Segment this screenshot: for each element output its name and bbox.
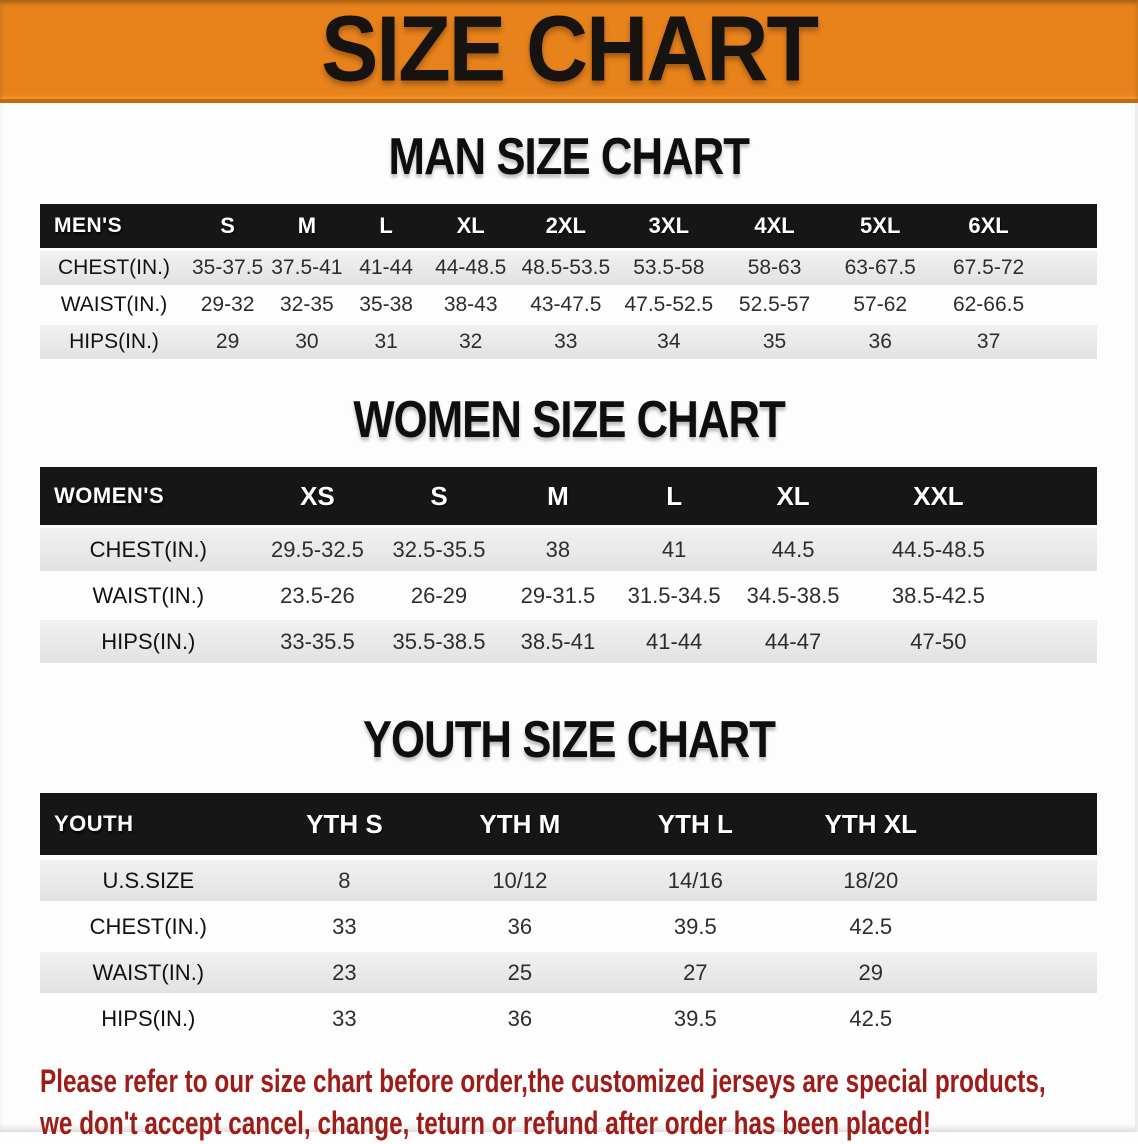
value-cell: 29.5-32.5 (257, 528, 379, 571)
size-chart-banner (0, 0, 1138, 103)
spacer-cell (958, 906, 1097, 947)
mens-size-table (40, 201, 1097, 362)
value-cell: 57-62 (827, 288, 933, 322)
size-column-header: XL (732, 467, 854, 525)
header-row (40, 204, 1097, 248)
table-row (40, 620, 1097, 663)
value-cell: 58-63 (722, 251, 828, 285)
table-row (40, 952, 1097, 993)
spacer-cell (1023, 467, 1097, 525)
spacer-cell (958, 952, 1097, 993)
row-label-cell: HIPS(IN.) (40, 325, 188, 359)
value-cell: 41 (616, 528, 732, 571)
value-cell: 36 (432, 998, 607, 1039)
value-cell: 35-37.5 (188, 251, 267, 285)
disclaimer-note (40, 1060, 1138, 1144)
size-column-header: YTH S (257, 793, 432, 855)
women-section-heading (0, 389, 1138, 449)
disclaimer-line-2: we don't accept cancel, change, teturn or refund after order has been placed! (40, 1105, 931, 1141)
table-row (40, 251, 1097, 285)
table-title-cell: YOUTH (40, 793, 257, 855)
size-column-header: YTH L (608, 793, 783, 855)
value-cell: 36 (827, 325, 933, 359)
size-column-header: S (188, 204, 267, 248)
disclaimer-line-1: Please refer to our size chart before order,the customized jerseys are special products, (40, 1063, 1046, 1099)
value-cell: 38.5-41 (500, 620, 616, 663)
value-cell: 38-43 (426, 288, 516, 322)
womens-size-table (40, 464, 1097, 666)
table-row (40, 528, 1097, 571)
value-cell: 42.5 (783, 998, 958, 1039)
row-label-cell: HIPS(IN.) (40, 620, 257, 663)
size-column-header: M (500, 467, 616, 525)
value-cell: 35.5-38.5 (378, 620, 500, 663)
value-cell: 38.5-42.5 (854, 574, 1023, 617)
value-cell: 32-35 (267, 288, 346, 322)
value-cell: 26-29 (378, 574, 500, 617)
value-cell: 47-50 (854, 620, 1023, 663)
value-cell: 29-32 (188, 288, 267, 322)
value-cell: 14/16 (608, 860, 783, 901)
row-label-cell: CHEST(IN.) (40, 251, 188, 285)
table-row (40, 325, 1097, 359)
table-row (40, 574, 1097, 617)
value-cell: 42.5 (783, 906, 958, 947)
spacer-cell (1044, 288, 1097, 322)
man-section-heading (0, 126, 1138, 186)
row-label-cell: HIPS(IN.) (40, 998, 257, 1039)
table-row (40, 860, 1097, 901)
value-cell: 41-44 (616, 620, 732, 663)
value-cell: 34.5-38.5 (732, 574, 854, 617)
youth-size-table-container (40, 788, 1097, 1044)
value-cell: 27 (608, 952, 783, 993)
youth-section-heading-text: YOUTH SIZE CHART (362, 709, 776, 769)
size-column-header: L (347, 204, 426, 248)
value-cell: 47.5-52.5 (616, 288, 722, 322)
spacer-cell (1023, 620, 1097, 663)
value-cell: 41-44 (347, 251, 426, 285)
value-cell: 52.5-57 (722, 288, 828, 322)
youth-section-heading (0, 709, 1138, 769)
size-column-header: M (267, 204, 346, 248)
value-cell: 23 (257, 952, 432, 993)
value-cell: 29 (188, 325, 267, 359)
size-column-header: YTH XL (783, 793, 958, 855)
size-column-header: S (378, 467, 500, 525)
value-cell: 63-67.5 (827, 251, 933, 285)
row-label-cell: U.S.SIZE (40, 860, 257, 901)
value-cell: 25 (432, 952, 607, 993)
spacer-cell (1044, 325, 1097, 359)
size-column-header: XXL (854, 467, 1023, 525)
value-cell: 44.5-48.5 (854, 528, 1023, 571)
spacer-cell (958, 793, 1097, 855)
value-cell: 32 (426, 325, 516, 359)
value-cell: 36 (432, 906, 607, 947)
value-cell: 35-38 (347, 288, 426, 322)
value-cell: 34 (616, 325, 722, 359)
value-cell: 37 (933, 325, 1044, 359)
size-column-header: YTH M (432, 793, 607, 855)
value-cell: 30 (267, 325, 346, 359)
value-cell: 39.5 (608, 998, 783, 1039)
row-label-cell: CHEST(IN.) (40, 906, 257, 947)
value-cell: 18/20 (783, 860, 958, 901)
size-column-header: XS (257, 467, 379, 525)
spacer-cell (1044, 251, 1097, 285)
spacer-cell (1023, 574, 1097, 617)
value-cell: 44.5 (732, 528, 854, 571)
value-cell: 29-31.5 (500, 574, 616, 617)
spacer-cell (1023, 528, 1097, 571)
youth-size-table (40, 788, 1097, 1044)
value-cell: 8 (257, 860, 432, 901)
value-cell: 33-35.5 (257, 620, 379, 663)
value-cell: 44-47 (732, 620, 854, 663)
header-row (40, 793, 1097, 855)
man-section-heading-text: MAN SIZE CHART (388, 126, 750, 186)
value-cell: 48.5-53.5 (516, 251, 616, 285)
row-label-cell: WAIST(IN.) (40, 288, 188, 322)
value-cell: 37.5-41 (267, 251, 346, 285)
value-cell: 39.5 (608, 906, 783, 947)
value-cell: 23.5-26 (257, 574, 379, 617)
table-row (40, 998, 1097, 1039)
womens-size-table-container (40, 464, 1097, 666)
banner-title: SIZE CHART (321, 0, 817, 101)
mens-size-table-container (40, 201, 1097, 362)
row-label-cell: WAIST(IN.) (40, 574, 257, 617)
spacer-cell (958, 860, 1097, 901)
value-cell: 33 (516, 325, 616, 359)
spacer-cell (958, 998, 1097, 1039)
value-cell: 31.5-34.5 (616, 574, 732, 617)
value-cell: 38 (500, 528, 616, 571)
value-cell: 29 (783, 952, 958, 993)
header-row (40, 467, 1097, 525)
row-label-cell: WAIST(IN.) (40, 952, 257, 993)
value-cell: 43-47.5 (516, 288, 616, 322)
size-column-header: 5XL (827, 204, 933, 248)
table-row (40, 288, 1097, 322)
spacer-cell (1044, 204, 1097, 248)
value-cell: 44-48.5 (426, 251, 516, 285)
women-section-heading-text: WOMEN SIZE CHART (353, 389, 785, 449)
value-cell: 35 (722, 325, 828, 359)
size-column-header: L (616, 467, 732, 525)
value-cell: 53.5-58 (616, 251, 722, 285)
size-column-header: 4XL (722, 204, 828, 248)
size-column-header: 6XL (933, 204, 1044, 248)
row-label-cell: CHEST(IN.) (40, 528, 257, 571)
size-column-header: 2XL (516, 204, 616, 248)
value-cell: 67.5-72 (933, 251, 1044, 285)
value-cell: 33 (257, 998, 432, 1039)
value-cell: 62-66.5 (933, 288, 1044, 322)
value-cell: 10/12 (432, 860, 607, 901)
table-title-cell: MEN'S (40, 204, 188, 248)
size-column-header: 3XL (616, 204, 722, 248)
size-column-header: XL (426, 204, 516, 248)
value-cell: 31 (347, 325, 426, 359)
table-row (40, 906, 1097, 947)
table-title-cell: WOMEN'S (40, 467, 257, 525)
value-cell: 33 (257, 906, 432, 947)
value-cell: 32.5-35.5 (378, 528, 500, 571)
